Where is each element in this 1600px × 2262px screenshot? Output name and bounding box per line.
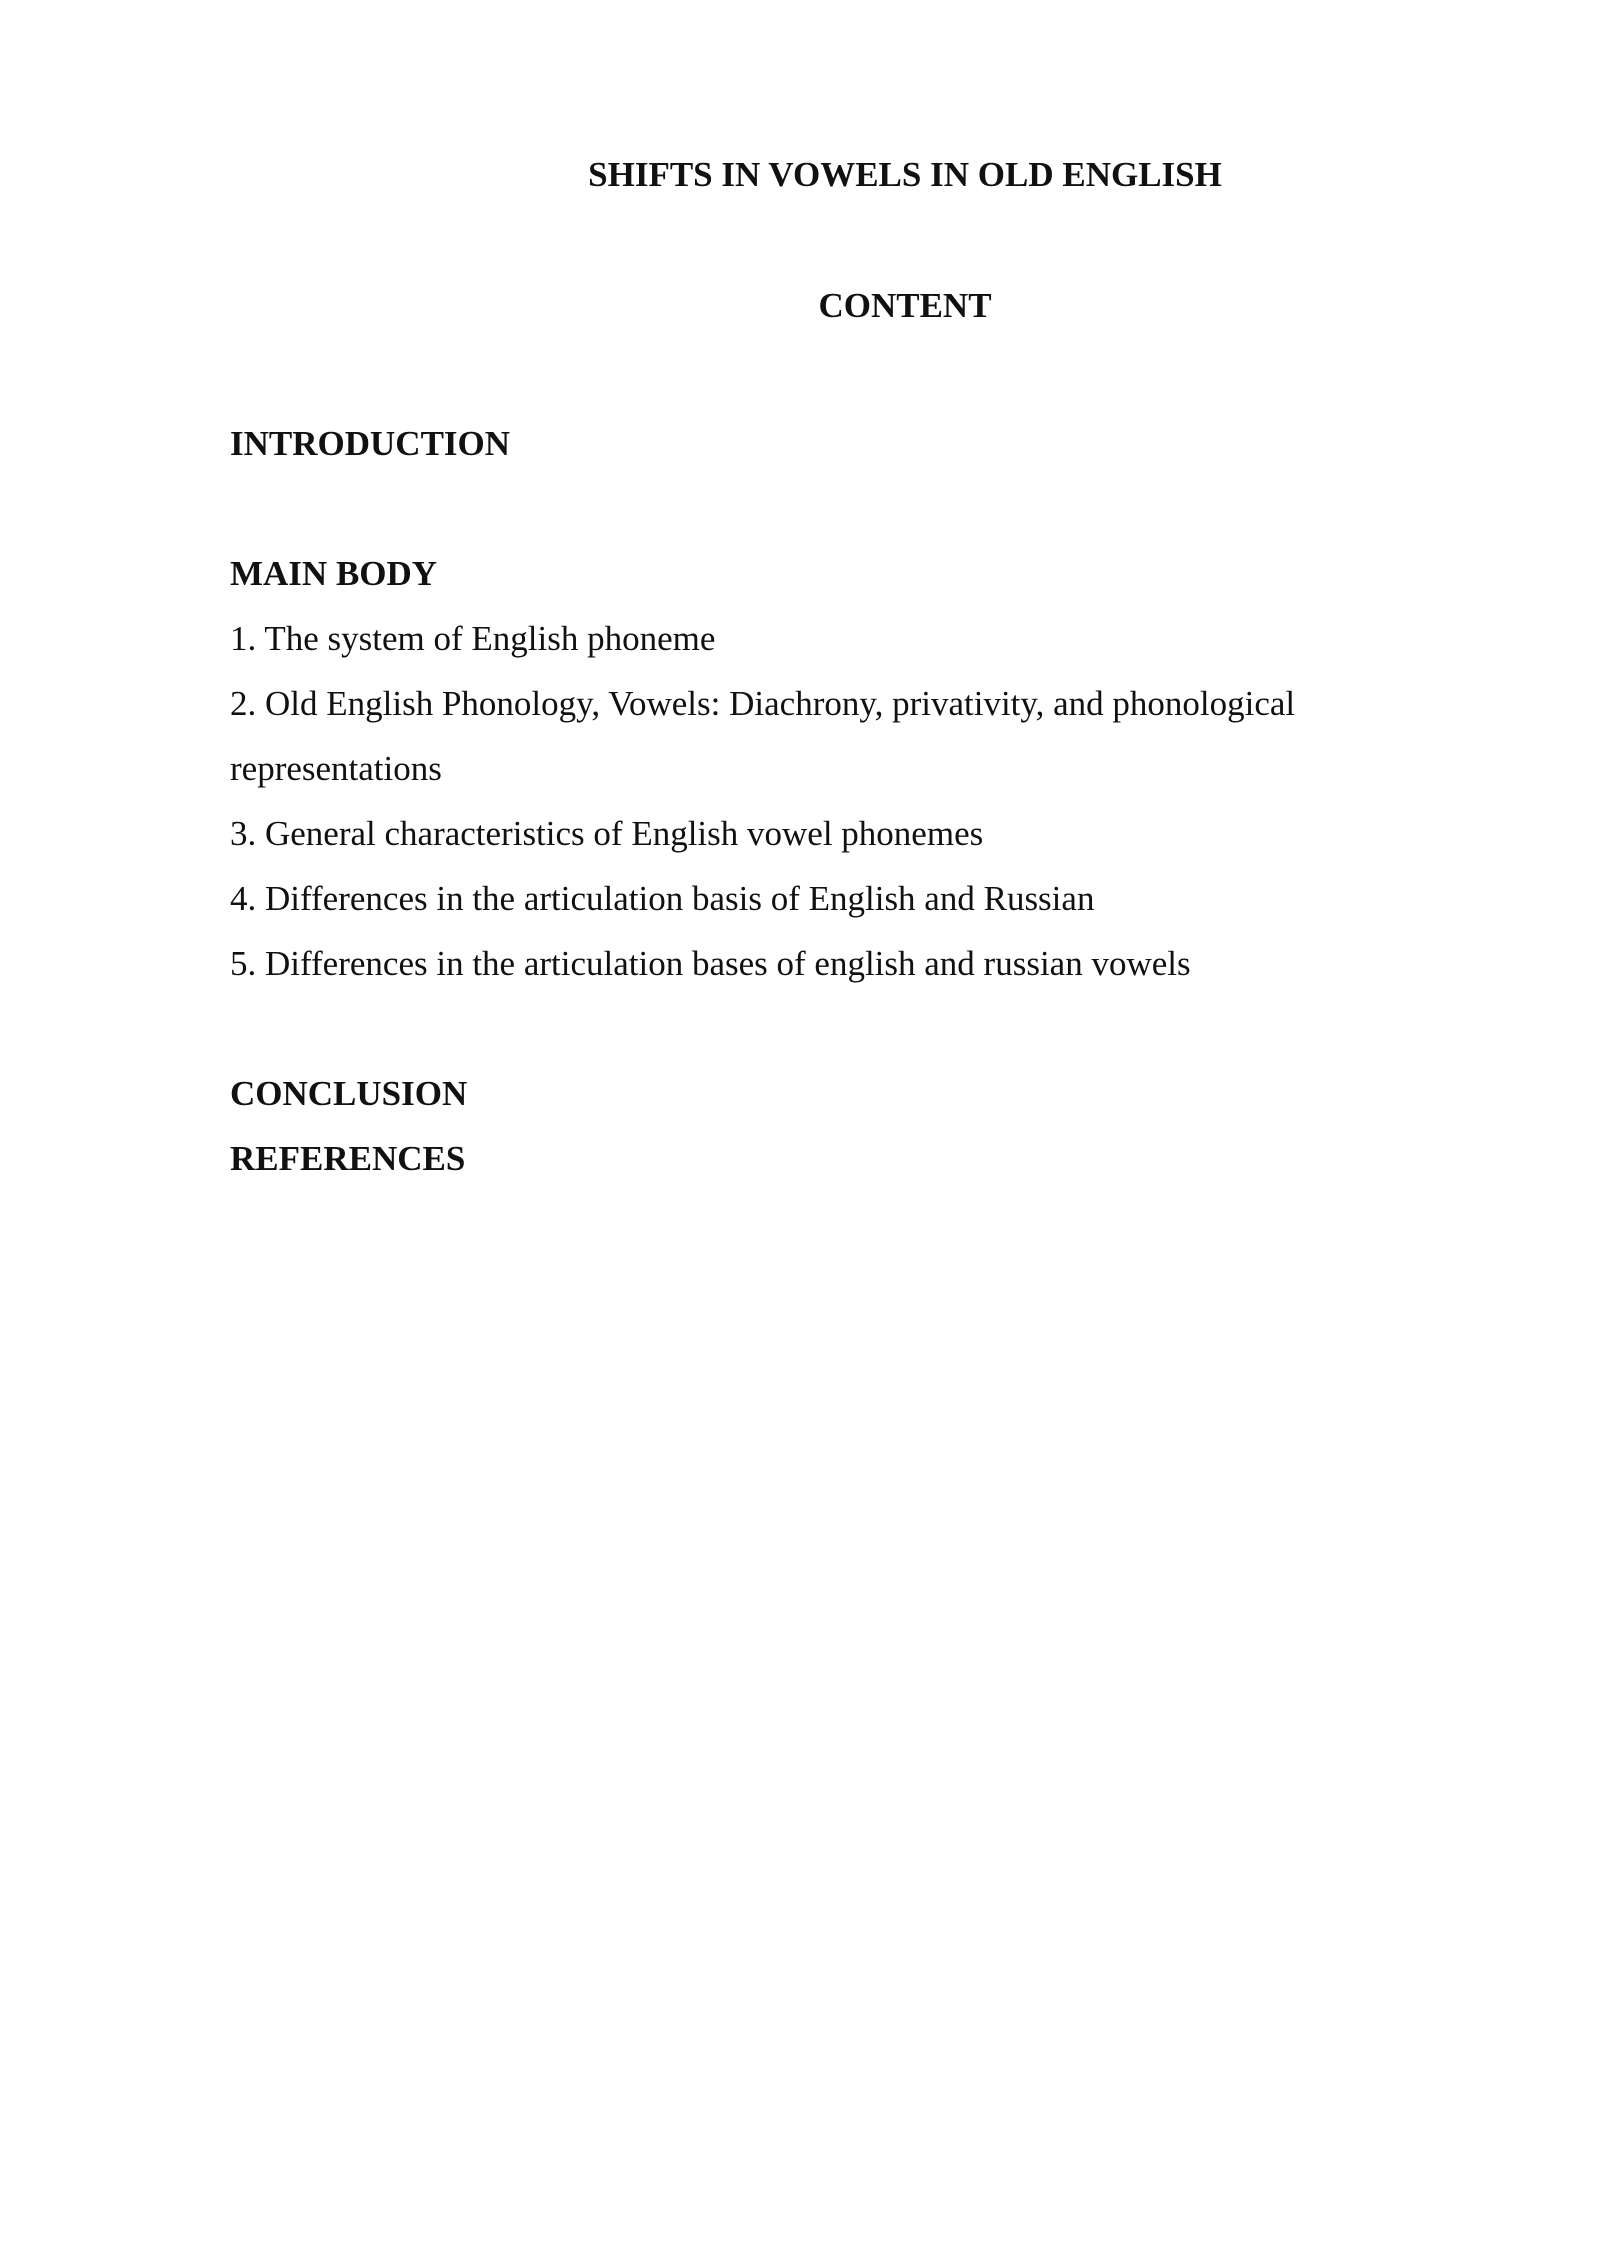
- table-of-contents: [230, 411, 1430, 1191]
- toc-item-continuation: representations: [230, 749, 442, 788]
- toc-spacer: [230, 996, 1430, 1061]
- contents-heading: CONTENT: [818, 286, 992, 325]
- toc-introduction: INTRODUCTION: [230, 424, 511, 463]
- toc-references: REFERENCES: [230, 1139, 466, 1178]
- toc-conclusion: CONCLUSION: [230, 1074, 468, 1113]
- toc-item: 5. Differences in the articulation bases of english and russian vowels: [230, 944, 1191, 983]
- document-title: SHIFTS IN VOWELS IN OLD ENGLISH: [588, 155, 1222, 194]
- toc-spacer: [230, 476, 1430, 541]
- toc-item: 4. Differences in the articulation basis of English and Russian: [230, 879, 1095, 918]
- toc-item: 2. Old English Phonology, Vowels: Diachrony, privativity, and phonological: [230, 684, 1296, 723]
- toc-item: 1. The system of English phoneme: [230, 619, 716, 658]
- toc-main-body-heading: MAIN BODY: [230, 554, 438, 593]
- toc-item: 3. General characteristics of English vowel phonemes: [230, 814, 984, 853]
